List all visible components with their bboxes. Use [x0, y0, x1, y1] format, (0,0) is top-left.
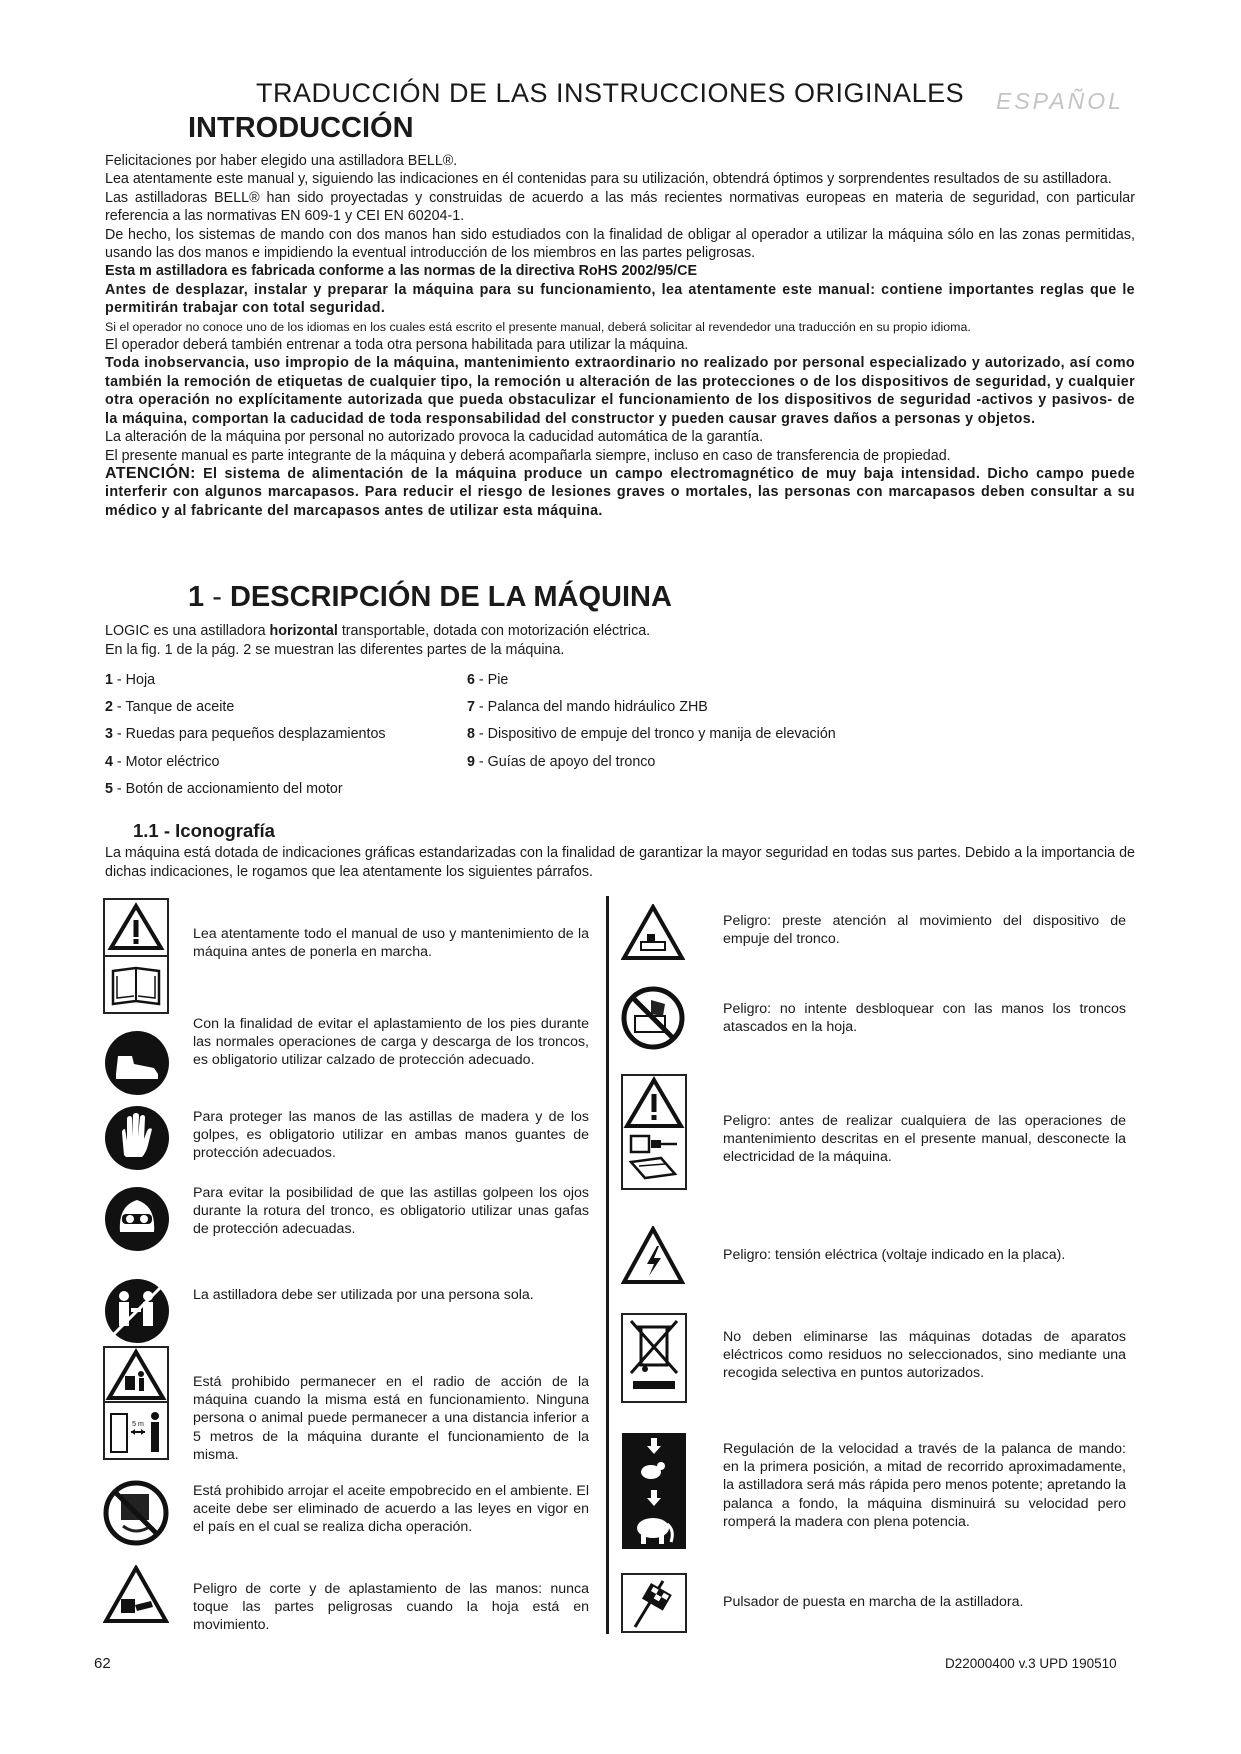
- icon-text: Peligro: preste atención al movimiento del dispositivo de empuje del tronco.: [723, 913, 1126, 948]
- intro-block: [105, 152, 1135, 520]
- hand-crush-warning-icon: [103, 1565, 169, 1625]
- safety-boots-icon: [104, 1030, 170, 1096]
- speed-control-icon: [621, 1432, 687, 1550]
- intro-paragraph: De hecho, los sistemas de mando con dos manos han sido estudiados con la finalidad de obligar al operador a utilizar la máquina sólo en las zonas permitidas, usando las dos manos e impidiendo la eventual introducción de los miembros en las partes peligrosas.: [105, 226, 1135, 262]
- iconography-intro: La máquina está dotada de indicaciones gráficas estandarizadas con la finalidad de garantizar la mayor seguridad en todas sus partes. Debido a la importancia de dichas indicaciones, le rogamos que lea atentamente los siguientes párrafos.: [105, 845, 1136, 880]
- page-number: 62: [94, 1655, 111, 1672]
- parts-row: [105, 672, 1005, 699]
- rohs-note: Esta m astilladora es fabricada conforme a las normas de la directiva RoHS 2002/95/CE: [105, 263, 697, 280]
- electric-voltage-icon: [621, 1226, 685, 1286]
- part-item: 5 - Botón de accionamiento del motor: [105, 780, 343, 797]
- part-item: 3 - Ruedas para pequeños desplazamientos: [105, 726, 386, 743]
- iconography-heading: 1.1 - Iconografía: [133, 820, 275, 841]
- start-button-icon: [621, 1573, 687, 1633]
- intro-paragraph: La alteración de la máquina por personal no autorizado provoca la caducidad automática de la garantía.: [105, 429, 764, 446]
- svg-text:5 m: 5 m: [132, 1421, 144, 1428]
- part-item: 6 - Pie: [467, 672, 509, 688]
- icon-text: Lea atentamente todo el manual de uso y mantenimiento de la máquina antes de ponerla en marcha.: [193, 926, 589, 961]
- attention-label: ATENCIÓN:: [105, 464, 196, 482]
- icon-text: Con la finalidad de evitar el aplastamiento de los pies durante las normales operaciones de carga y descarga de los troncos, es obligatorio utilizar calzado de protección adecuado.: [193, 1016, 589, 1069]
- language-label: ESPAÑOL: [996, 88, 1124, 114]
- part-item: 4 - Motor eléctrico: [105, 753, 220, 770]
- intro-paragraph: Las astilladoras BELL® han sido proyectadas y construidas de acuerdo a las más recientes normativas europeas en materia de seguridad, con particular referencia a las normativas EN 609-1 y CEI EN 60204-1.: [105, 189, 1135, 225]
- intro-paragraph: El operador deberá también entrenar a toda otra persona habilitada para utilizar la máquina.: [105, 337, 689, 354]
- liability-warning: Toda inobservancia, uso impropio de la máquina, mantenimiento extraordinario no realizado por personal especializado y autorizado, así como también la remoción de etiquetas de cualquier tipo, la remoción u alteración de las protecciones o de los dispositivos de seguridad, y cualquier otra operación no explícitamente autorizada que pueda obstaculizar el funcionamiento de los dispositivos de seguridad -activos y pasivos- de la máquina, comportan la caducidad de toda responsabilidad del constructor y pueden causar graves daños a personas y objetos.: [105, 355, 1135, 427]
- icon-text: Peligro: antes de realizar cualquiera de las operaciones de mantenimiento descritas en el presente manual, desconecte la electricidad de la máquina.: [723, 1113, 1126, 1166]
- no-hands-unjam-icon: [621, 986, 685, 1050]
- page-header: [0, 78, 1241, 118]
- icon-text: No deben eliminarse las máquinas dotadas de aparatos eléctricos como residuos no seleccionados, sino mediante una recogida selectiva en puntos autorizados.: [723, 1329, 1126, 1382]
- parts-list: [105, 672, 1005, 808]
- parts-row: [105, 754, 1005, 781]
- parts-row: [105, 699, 1005, 726]
- attention-note: [105, 465, 1135, 520]
- gloves-icon: [104, 1105, 170, 1171]
- icon-text: Pulsador de puesta en marcha de la astilladora.: [723, 1594, 1024, 1610]
- weee-disposal-icon: [621, 1313, 687, 1403]
- icon-text: Está prohibido arrojar el aceite empobrecido en el ambiente. El aceite debe ser eliminado de acuerdo a las leyes en vigor en el país en el cual se realiza dicha operación.: [193, 1483, 589, 1536]
- icon-text: Peligro: tensión eléctrica (voltaje indicado en la placa).: [723, 1247, 1066, 1263]
- description-line: En la fig. 1 de la pág. 2 se muestran las diferentes partes de la máquina.: [105, 642, 565, 658]
- description-text: [105, 622, 1135, 660]
- description-line: LOGIC es una astilladora horizontal transportable, dotada con motorización eléctrica.: [105, 623, 651, 639]
- description-heading: 1 - DESCRIPCIÓN DE LA MÁQUINA: [188, 581, 672, 613]
- document-code: D22000400 v.3 UPD 190510: [945, 1656, 1117, 1671]
- part-item: 9 - Guías de apoyo del tronco: [467, 753, 656, 770]
- intro-paragraph: Si el operador no conoce uno de los idiomas en los cuales está escrito el presente manual, deberá solicitar al revendedor una traducción en su propio idioma.: [105, 319, 971, 334]
- intro-paragraph: Lea atentamente este manual y, siguiendo las indicaciones en él contenidas para su utilización, obtendrá óptimos y sorprendentes resultados de su astilladora.: [105, 171, 1112, 188]
- pusher-warning-icon: [621, 904, 685, 962]
- intro-warning: Antes de desplazar, instalar y preparar la máquina para su funcionamiento, lea atentamente este manual: contiene importantes reglas que le permitirán trabajar con total seguridad.: [105, 281, 1135, 317]
- header-title: TRADUCCIÓN DE LAS INSTRUCCIONES ORIGINALES: [256, 78, 965, 108]
- icon-text: Regulación de la velocidad a través de la palanca de mando: en la primera posición, a mitad de recorrido aproximadamente, la astilladora será más rápida pero menos potente; apretando la palanca a fondo, la máquina disminuirá su velocidad pero romperá la madera con plena potencia.: [723, 1441, 1126, 1530]
- icon-text: La astilladora debe ser utilizada por una persona sola.: [193, 1287, 534, 1303]
- section-title: INTRODUCCIÓN: [188, 112, 414, 144]
- icon-text: Está prohibido permanecer en el radio de acción de la máquina cuando la misma está en funcionamiento. Ninguna persona o animal puede permanecer a una distancia inferior a 5 metros de la máquina durante el funcionamiento de la misma.: [193, 1374, 589, 1463]
- part-item: 7 - Palanca del mando hidráulico ZHB: [467, 699, 708, 716]
- part-item: 2 - Tanque de aceite: [105, 699, 235, 716]
- icon-text: Para proteger las manos de las astillas de madera y de los golpes, es obligatorio utilizar en ambas manos guantes de protección adecuados.: [193, 1109, 589, 1162]
- keep-distance-icon: [103, 1346, 169, 1460]
- read-manual-icon: [103, 898, 169, 1014]
- disconnect-power-icon: [621, 1074, 687, 1190]
- parts-row: [105, 726, 1005, 753]
- single-operator-icon: [104, 1278, 170, 1344]
- part-item: 1 - Hoja: [105, 672, 156, 688]
- intro-paragraph: El presente manual es parte integrante de la máquina y deberá acompañarla siempre, incluso en caso de transferencia de propiedad.: [105, 447, 951, 464]
- safety-goggles-icon: [104, 1186, 170, 1252]
- icon-text: Peligro de corte y de aplastamiento de las manos: nunca toque las partes peligrosas cuando la hoja está en movimiento.: [193, 1581, 589, 1634]
- parts-row: [105, 781, 1005, 808]
- attention-text: El sistema de alimentación de la máquina produce un campo electromagnético de muy baja intensidad. Dicho campo puede interferir con algunos marcapasos. Para reducir el riesgo de lesiones graves o mortales, las personas con marcapasos deben consultar a su médico y al fabricante del marcapasos antes de utilizar esta máquina.: [105, 465, 1135, 519]
- no-oil-dumping-icon: [103, 1480, 169, 1546]
- icon-text: Para evitar la posibilidad de que las astillas golpeen los ojos durante la rotura del tronco, es obligatorio utilizar unas gafas de protección adecuadas.: [193, 1185, 589, 1238]
- column-divider: [606, 896, 609, 1634]
- intro-paragraph: Felicitaciones por haber elegido una astilladora BELL®.: [105, 153, 458, 169]
- part-item: 8 - Dispositivo de empuje del tronco y manija de elevación: [467, 726, 836, 743]
- icon-text: Peligro: no intente desbloquear con las manos los troncos atascados en la hoja.: [723, 1001, 1126, 1036]
